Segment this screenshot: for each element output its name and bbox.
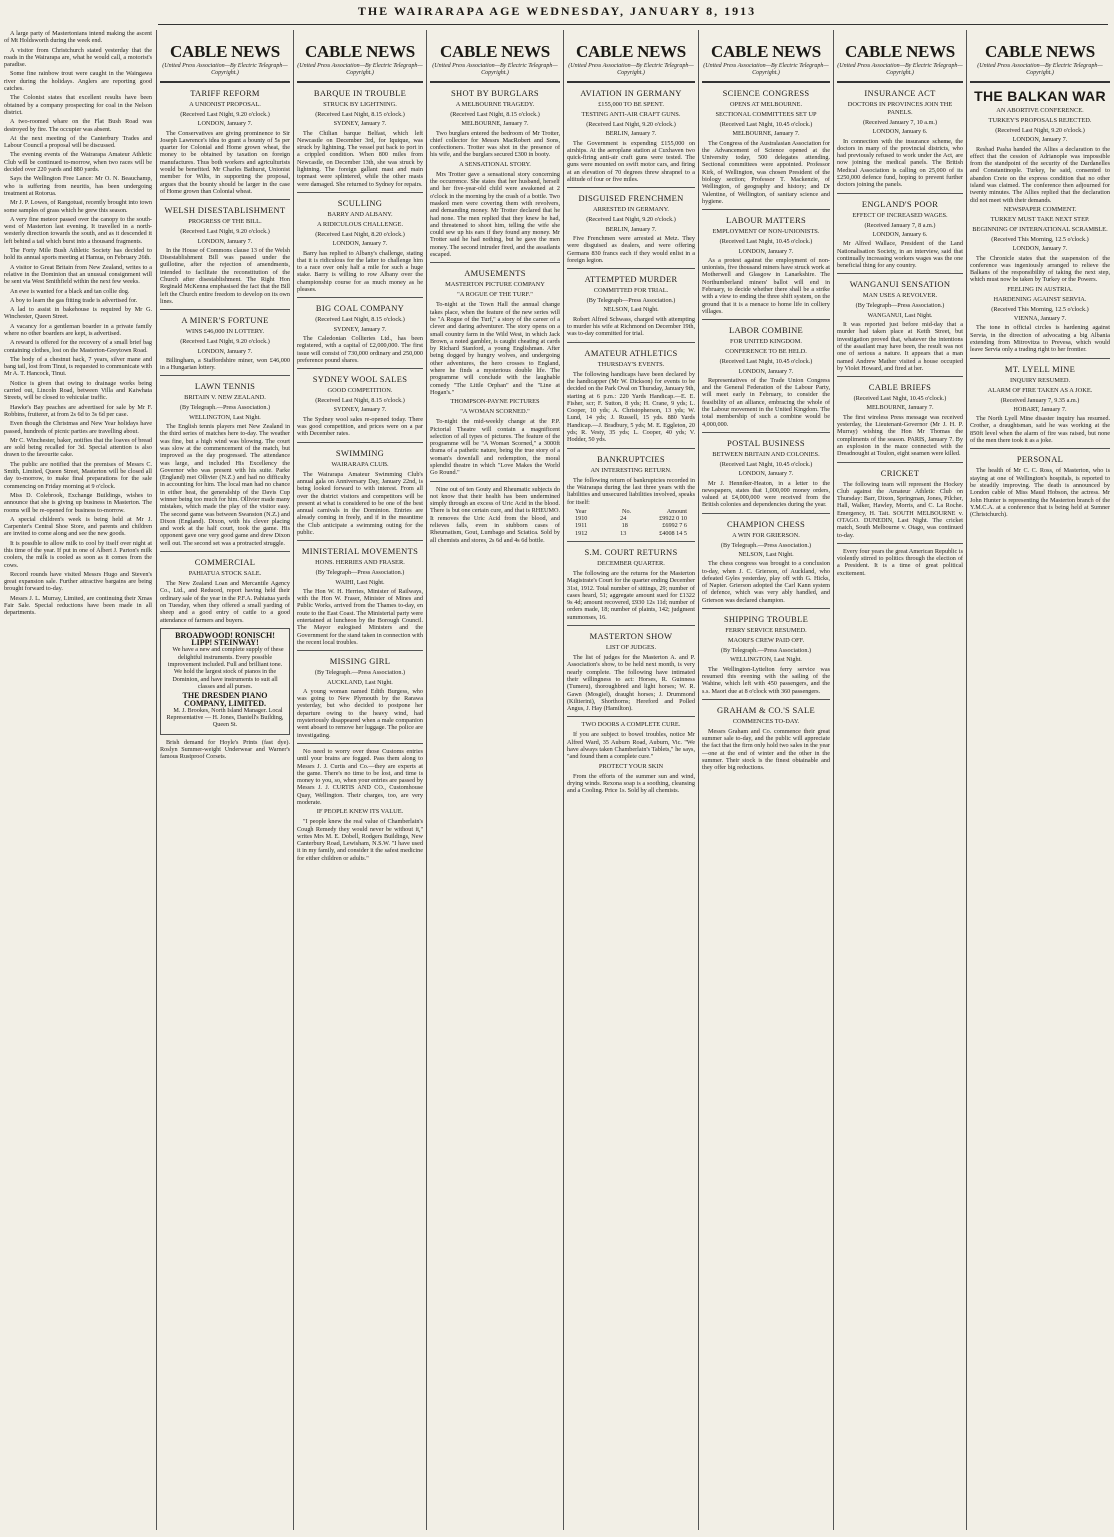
- headline-frenchmen: DISGUISED FRENCHMEN: [578, 193, 684, 204]
- subhead: EFFECT OF INCREASED WAGES.: [852, 211, 948, 219]
- local-paragraph: A vacancy for a gentleman boarder in a private family where no other boarders are kept, is advertised.: [4, 322, 152, 337]
- cable-news-banner: CABLE NEWS: [576, 42, 686, 61]
- received-line: (Received Last Night, 9.20 o'clock.): [586, 216, 676, 224]
- local-paragraph: It is possible to allow milk to cool by itself over night at this time of the year. If put in one of Albert J. Parton's milk coolers, the milk is cooled as soon as it comes from the cows.: [4, 539, 152, 569]
- subhead: MAN USES A REVOLVER.: [862, 292, 938, 300]
- ad-place: M. J. Brookes, North Island Manager. Local Representative — H. Jones, Daniell's Building, Queen St.: [166, 706, 284, 729]
- credit-line: (United Press Association—By Electric Telegraph—Copyright.): [162, 63, 288, 76]
- headline-chess: CHAMPION CHESS: [726, 518, 806, 529]
- column-2: [297, 30, 423, 1530]
- subhead: HONS. HERRIES AND FRASER.: [315, 559, 405, 567]
- headline-show: MASTERTON SHOW: [589, 631, 673, 642]
- received-line: (By Telegraph.—Press Association.): [179, 404, 271, 412]
- subhead: OPENS AT MELBOURNE.: [729, 101, 803, 108]
- table-cell: 18: [621, 522, 628, 530]
- local-paragraph: Some fine rainbow trout were caught in the Waingawa river during the holidays. Anglers are reporting good catches.: [4, 70, 152, 93]
- received-line: (Received Last Night, 9.20 o'clock.): [180, 228, 270, 236]
- subhead: WINS £46,000 IN LOTTERY.: [185, 328, 265, 336]
- subhead: MASTERTON PICTURE COMPANY: [445, 281, 545, 289]
- dateline: LONDON, January 7.: [1012, 136, 1068, 144]
- cable-news-banner: CABLE NEWS: [845, 42, 955, 61]
- credit-line: (United Press Association—By Electric Telegraph—Copyright.): [977, 63, 1103, 76]
- cable-news-banner: CABLE NEWS: [170, 42, 280, 61]
- table-row: [575, 508, 687, 515]
- dateline: LONDON, January 7.: [197, 347, 253, 355]
- headline-science: SCIENCE CONGRESS: [722, 88, 810, 98]
- column-rule: [698, 30, 699, 1530]
- subhead: EMPLOYMENT OF NON-UNIONISTS.: [712, 228, 820, 236]
- table-cell: 1911: [575, 522, 588, 530]
- table-cell: £9922 0 10: [659, 515, 687, 523]
- subhead: MAORI'S CREW PAID OFF.: [727, 637, 805, 645]
- article-text: It was reported just before mid-day that a murder had taken place at Keith Street, but investigation proved that, whatever the intentions of the assailant may have been, the result was not one of serious a nature. It appears that a man named Andrew Mather visited a house occupied by Violet Howard, and fired at her.: [837, 321, 963, 372]
- article-text: Five Frenchmen were arrested at Metz. They were disguised as dealers, and were offering Germans 830 francs each if they would enlist in a foreign legion.: [567, 234, 695, 264]
- subhead: DOCTORS IN PROVINCES JOIN THE PANELS.: [847, 101, 953, 116]
- article-text: In connection with the insurance scheme, the doctors in many of the provincial districts, who had previously refused to work under the Act, are now joining the medical panels. The British Medical Association is calling on 25,000 of its £250,000 defence fund, hoping to prevent further doctors joining the panels.: [837, 137, 963, 189]
- headline-murder: ATTEMPTED MURDER: [584, 274, 678, 285]
- dateline: LONDON, January 7.: [1012, 245, 1068, 253]
- headline-personal: PERSONAL: [1016, 454, 1064, 465]
- local-paragraph: Mr J. P. Lowes, of Rangotuai, recently brought into town some samples of grass which he grew this season.: [4, 199, 152, 214]
- column-rule: [563, 30, 564, 1530]
- ad-text: We have a new and complete supply of these delightful instruments. Every possible improvement included. Full and brilliant tone. We hold the largest stock of pianos in the Dominion, and have instruments to suit all classes and all purses.: [167, 646, 284, 690]
- received-line: (Received January 7, 8 a.m.): [864, 221, 936, 229]
- dateline: WELLINGTON, Last Night.: [730, 656, 802, 664]
- headline-tennis: LAWN TENNIS: [194, 381, 256, 392]
- subhead: NEWSPAPER COMMENT.: [1003, 205, 1077, 213]
- dateline: LONDON, January 7.: [738, 367, 794, 375]
- headline-labor-combine: LABOR COMBINE: [728, 325, 804, 336]
- article-text: The following return of bankruptcies recorded in the Wairarapa during the last three years with the liabilities and unsecured liabilities involved, speaks for itself:: [567, 476, 695, 506]
- dateline: NELSON, Last Night.: [603, 306, 659, 314]
- headline-burglars: SHOT BY BURGLARS: [451, 88, 539, 98]
- dateline: LONDON, January 7.: [197, 120, 253, 128]
- article-text: To-night at the Town Hall the annual change takes place, when the feature of the new series will be "A Rogue of the Turf," a story of the career of a clever and daring adventurer. The story opens on a small country farm in the Wild West, in which Jack Brown, a noted gambler, is caught cheating at cards by Richard Stanford, a young Englishman. After being dogged by hungry wolves, and undergoing other adventures, the hero crosses to England, where he finds a mysterious double life. The programme will conclude with the laughable comedy "The Little Orphan" and the "Line at Hogan's.": [430, 301, 560, 396]
- headline-sculling: SCULLING: [337, 197, 383, 208]
- local-paragraph: A large party of Mastertonians intend making the ascent of Mt Holdsworth during the week end.: [4, 30, 152, 45]
- headline-coal: BIG COAL COMPANY: [315, 303, 405, 314]
- article-text: Mr Alfred Wallace, President of the Land Nationalisation Society, in an interview, said that continually increasing workers wages was the one beneficial thing for any country.: [837, 240, 963, 270]
- article-text: Mr J. Henniker-Heaton, in a letter to the newspapers, states that 1,000,000 money orders, valued at £4,000,000 were received from the British colonies and dependencies during the year.: [702, 479, 830, 509]
- dateline: AUCKLAND, Last Night.: [327, 678, 393, 686]
- article-text: In the House of Commons clause 13 of the Welsh Disestablishment Bill was passed under the guillotine, after the rejection of amendments, intended to facilitate the reconstitution of the Church after disestablishment. The Right Hon Reginald McKenna emphasised the fact that the Bill left the Church entire freedom to develop on its own lines.: [160, 246, 290, 305]
- article-text: The New Zealand Loan and Mercantile Agency Co., Ltd., and Reduced, report having held their ordinary sale of the year in the P.F.A. Pahiatua yards on Tuesday, when they offered a small yarding of sheep and a good entry of cattle to a good attendance of farmers and buyers.: [160, 580, 290, 624]
- table-cell: Year: [575, 507, 587, 515]
- headline-swimming: SWIMMING: [335, 447, 385, 458]
- credit-line: (United Press Association—By Electric Telegraph—Copyright.): [703, 63, 829, 76]
- dateline: LONDON, January 6.: [872, 230, 928, 238]
- article-text: The Wellington-Lyttelton ferry service was resumed this evening with the sailing of the Wahine, which left with 450 passengers, and the s.s. Maori due at 8 o'clock with 360 passengers.: [702, 665, 830, 695]
- local-paragraph: A visitor from Christchurch stated yesterday that the roads in the Wairarapa are, what he would call, a motorist's paradise.: [4, 46, 152, 69]
- ad-title: IF PEOPLE KNEW ITS VALUE.: [316, 808, 404, 816]
- headline-tariff: TARIFF REFORM: [190, 88, 260, 98]
- subhead: AN ABORTIVE CONFERENCE.: [996, 107, 1084, 114]
- article-text: The Government is expending £155,000 on airships. At the aeroplane station at Cuxhaven two quick-firing anti-air craft guns were tested. The guns were mounted on swift motor cars, and firing at an elevation of 70 degrees threw shrapnel to a altitude of four or five miles.: [567, 139, 695, 184]
- customs-ad: No need to worry over those Customs entries until your brains are fogged. Pass them along to Messrs J. J. Curtis and Co.—they are experts at the game. There's no time to be lost, and time is money to you, so, when your entries are passed by Messrs J. J. CURTIS AND CO., Customhouse Quay, Wellington. Their charges, too, are very moderate.: [297, 747, 423, 806]
- article-text: The following are the returns for the Masterton Magistrate's Court for the quarter ending December 31st, 1912. Total number of sittings, 29; number of cases heard, 51; aggregate amount sued for £1322 9s 4d; amount recovered, £930 12s 11d; number of orders made, 18; number of plaints, 142; judgment summonses, 16.: [567, 569, 695, 621]
- subhead: INQUIRY RESUMED.: [1009, 376, 1071, 384]
- subhead: A MELBOURNE TRAGEDY.: [455, 101, 535, 108]
- dateline: LONDON, January 7.: [738, 247, 794, 255]
- received-line: (Received Last Night, 10.45 o'clock.): [719, 121, 813, 128]
- local-paragraph: A two-roomed whare on the Flat Bush Road was destroyed by fire. The occupier was absent.: [4, 118, 152, 133]
- received-line: (By Telegraph—Press Association.): [855, 302, 945, 310]
- column-rule: [156, 30, 157, 1530]
- credit-line: (United Press Association—By Electric Telegraph—Copyright.): [568, 63, 694, 76]
- local-paragraph: The public are notified that the premises of Messrs C. Smith, Limited, Queen Street, Masterton will be closed all day to-morrow, to make final preparations for the sale commencing on Friday morning at 9 o'clock.: [4, 460, 152, 490]
- local-paragraph: At the next meeting of the Canterbury Trades and Labour Council a proposal will be discussed.: [4, 134, 152, 150]
- headline-englands-poor: ENGLAND'S POOR: [861, 198, 939, 209]
- subhead: BARRY AND ALBANY.: [327, 210, 393, 218]
- subhead: ALARM OF FIRE TAKEN AS A JOKE.: [987, 386, 1093, 394]
- column-7: [970, 30, 1110, 1530]
- table-cell: No.: [622, 507, 632, 515]
- local-paragraph: The body of a chestnut hack, 7 years, silver mane and bang tail, lost from Tinui, is requested to communicate with Mr A. T. Hancock, Tinui.: [4, 355, 152, 378]
- article-text: The Chronicle states that the suspension of the conference was ingeniously arranged to relieve the Balkans of the responsibility of taking the next step, which must now be taken by Turkey or the Powers.: [970, 254, 1110, 284]
- cable-news-banner: CABLE NEWS: [985, 42, 1095, 61]
- article-text: Messrs Graham and Co. commence their great summer sale to-day, and the public will appreciate the fact that the firm only hold two sales in the year—one at the end of winter and the other in the summer. Their stock is the finest obtainable and they offer big reductions.: [702, 727, 830, 772]
- subhead: COMMITTED FOR TRIAL.: [593, 287, 669, 295]
- credit-line: (United Press Association—By Electric Telegraph—Copyright.): [297, 63, 423, 76]
- rheumo-ad: Nine out of ten Gouty and Rheumatic subjects do not know that their health has been undermined simply through an excess of Uric Acid in the blood. There is but one certain cure, and that is RHEUMO. It removes the Uric Acid from the blood, and relieves falls, even in stubborn cases of Rheumatism, Gout, Lumbago and Sciatica. Sold by all chemists and stores, 2s 6d and 4s 6d bottle.: [430, 485, 560, 544]
- bankruptcy-table: [575, 508, 687, 537]
- headline-barque: BARQUE IN TROUBLE: [313, 88, 407, 98]
- local-paragraphs: [4, 30, 152, 617]
- local-paragraph: The evening events of the Wairarapa Amateur Athletic Club will be continued to-morrow, when two races will be decided over 220 yards and 880 yards.: [4, 151, 152, 174]
- subhead: A SENSATIONAL STORY.: [459, 160, 531, 168]
- ad-text: If you are subject to bowel troubles, notice Mr Alfred Ward, 35 Auburn Road, Auburn, Vic. "We have always taken Chamberlain's Tablets," he says, "and found them a complete cure.": [567, 731, 695, 761]
- received-line: (By Telegraph.—Press Association.): [314, 669, 406, 677]
- headline-athletics: AMATEUR ATHLETICS: [584, 347, 678, 358]
- headline-mt-lyell: MT. LYELL MINE: [1004, 363, 1076, 374]
- cable-news-banner: CABLE NEWS: [711, 42, 821, 61]
- subhead: COMMENCES TO-DAY.: [732, 717, 800, 725]
- dateline: MELBOURNE, January 7.: [866, 404, 934, 412]
- article-text: To-night the mid-weekly change at the P.P. Pictorial Theatre will contain a magnificent selection of all types of pictures. The feature of the programme will be "A Woman Scorned," a 3000ft drama of a pathetic nature, being the true story of a woman's downfall and redemption, the moral splendid theatre in which "Love Makes the World Go Round.": [430, 418, 560, 477]
- masthead-rule: [158, 24, 1108, 25]
- article-text: The list of judges for the Masterton A. and P. Association's show, to be held next month, is very nearly complete. The following have intimated their willingness to act: Horses, R. Guinness (Tumeru), thoroughbred and light horses; W. R. Gawn (Mosgiel), draught horses; J. Drummond (Kiltierini), Shorthorns; Hereford and Polled Angus, J. Hay (Hamilton).: [567, 654, 695, 713]
- dateline: BERLIN, January 7.: [605, 225, 657, 233]
- received-line: (By Telegraph.—Press Association.): [720, 647, 812, 655]
- received-line: (By Telegraph—Press Association.): [586, 297, 676, 305]
- headline-court: S.M. COURT RETURNS: [584, 546, 678, 557]
- headline-balkan-war: THE BALKAN WAR: [974, 88, 1106, 104]
- subhead: FOR UNITED KINGDOM.: [730, 338, 802, 346]
- dateline: SYDNEY, January 7.: [333, 120, 387, 128]
- received-line: (Received Last Night, 10.45 o'clock.): [719, 238, 813, 246]
- subhead: HARDENING AGAINST SERVIA.: [993, 295, 1087, 303]
- article-text: The following team will represent the Hockey Club against the Amateur Athletic Club on Thursday: Barr, Dixon, Springman, Jones, Pilcher, Hall, Walker, Hawley, Morris, and C. La Roche. Emergency, H. Tait. SOUTH MELBOURNE v. OTAGO. DUNEDIN, Last Night. The cricket match, South Melbourne v. Otago, was continued to-day.: [837, 480, 963, 539]
- headline-postal: POSTAL BUSINESS: [727, 437, 805, 448]
- column-rule: [426, 30, 427, 1530]
- subhead: BEGINNING OF INTERNATIONAL SCRAMBLE.: [972, 225, 1108, 233]
- table-cell: 13: [620, 529, 627, 537]
- headline-shipping: SHIPPING TROUBLE: [723, 614, 809, 625]
- subhead: TURKEY MUST TAKE NEXT STEP.: [990, 215, 1090, 223]
- subhead: THOMPSON-PAYNE PICTURES: [450, 398, 540, 406]
- headline-wool: SYDNEY WOOL SALES: [312, 374, 408, 385]
- dateline: LONDON, January 7.: [738, 470, 794, 478]
- table-cell: 1910: [575, 515, 588, 523]
- masthead: THE WAIRARAPA AGE WEDNESDAY, JANUARY 8, 1913: [357, 4, 757, 18]
- headline-bankruptcies: BANKRUPTCIES: [597, 453, 665, 464]
- subhead: A WIN FOR GRIERSON.: [732, 531, 800, 539]
- subhead: PAHIATUA STOCK SALE.: [188, 570, 262, 578]
- subhead: "A WOMAN SCORNED.": [460, 408, 530, 416]
- article-text: Reshad Pasha handed the Allies a declaration to the effect that the cession of Adrianople was impossible from the standpoint of the security of the Dardanelles and Constantinople. Turkey, he said, consented to abandon Crete on the express condition that no other island was claimed. The conference then adjourned for twenty minutes. The Allies replied that the declaration did not meet with their demands.: [970, 145, 1110, 204]
- article-text: Barry has replied to Albany's challenge, stating that it is ridiculous for the latter to challenge him to a race over only half a mile for such a huge stake. Barry is willing to row Albany over the championship course for as much money as he pleases.: [297, 249, 423, 294]
- ad-firm: THE DRESDEN PIANO COMPANY, LIMITED.: [182, 691, 268, 708]
- article-text: Two burglars entered the bedroom of Mr Trotter, chief collector for Messrs MacRobert and Sons, confectioners. Trotter was shot in the presence of his wife, and the burglars secured £300 in booty.: [430, 129, 560, 159]
- subhead: AN INTERESTING RETURN.: [590, 466, 672, 474]
- subhead: TESTING ANTI-AIR CRAFT GUNS.: [581, 111, 681, 118]
- subhead: £155,000 TO BE SPENT.: [598, 101, 664, 108]
- dateline: HOBART, January 7.: [1013, 405, 1067, 413]
- article-text: The Congress of the Australasian Association for the Advancement of Science opened at the University today, 500 delegates attending. Sectional committees were appointed. Professor Kirk, of Wellington, was chosen President of the biology section; Professor T. Mackenzie, of Wellington, of geography and history; and Dr Valentine, of Wellington, of sanitary science and hygiene.: [702, 139, 830, 205]
- credit-line: (United Press Association—By Electric Telegraph—Copyright.): [837, 63, 963, 76]
- table-row: [575, 515, 687, 522]
- subhead: PROGRESS OF THE BILL.: [188, 218, 262, 226]
- column-local-notes: [4, 30, 152, 1530]
- subhead: CONFERENCE TO BE HELD.: [725, 348, 807, 356]
- table-cell: Amount: [666, 507, 687, 515]
- column-6: [837, 30, 963, 1530]
- headline-missing-girl: MISSING GIRL: [329, 656, 391, 667]
- headline-miner: A MINER'S FORTUNE: [181, 315, 269, 326]
- column-3: [430, 30, 560, 1530]
- article-text: Every four years the great American Republic is violently stirred to politics through the election of a President. It is a time of great political excitement.: [837, 547, 963, 577]
- dateline: LONDON, January 6.: [872, 128, 928, 136]
- headline-graham-sale: GRAHAM & CO.'S SALE: [717, 704, 815, 715]
- article-text: As a protest against the employment of non-unionists, five thousand miners have struck work at Motherwell and Glasgow in Lanarkshire. The Northumberland miners' ballot will end in February, to decide whether there shall be a strike with a view to ending the three shift system, on the ground that it is a menace to home life in colliery villages.: [702, 256, 830, 315]
- received-line: (Received Last Night, 8.15 o'clock.): [450, 111, 540, 118]
- headline-welsh: WELSH DISESTABLISHMENT: [164, 205, 286, 216]
- column-rule: [833, 30, 834, 1530]
- received-line: (Received Last Night, 8.20 o'clock.): [315, 230, 405, 238]
- local-paragraph: A reward is offered for the recovery of a small brief bag containing clothes, lost on the Masterton-Greytown Road.: [4, 339, 152, 354]
- article-text: The health of Mr C. C. Ross, of Masterton, who is staying at one of Wellington's hospitals, is reported to be steadily improving. The death is announced by London cable of Miss Maud Hobson, the actress. Mr John Hunter is representing the Masterton branch of the Y.M.C.A. at a conference that is being held at Sumner (Christchurch).: [970, 467, 1110, 519]
- subhead: A RIDICULOUS CHALLENGE.: [316, 220, 404, 228]
- received-line: (Received Last Night, 10.45 o'clock.): [853, 395, 947, 403]
- dateline: VIENNA, January 7.: [1013, 315, 1067, 323]
- ad-title: BROADWOOD! RONISCH! LIPP! STEINWAY!: [175, 630, 275, 648]
- received-line: (Received This Morning, 12.5 o'clock.): [991, 235, 1089, 243]
- received-line: (Received January 7, 10 a.m.): [862, 119, 938, 126]
- dateline: NELSON, Last Night.: [738, 550, 794, 558]
- headline-ministerial: MINISTERIAL MOVEMENTS: [301, 546, 419, 557]
- piano-advertisement: [160, 628, 290, 735]
- local-paragraph: Miss D. Colebrook, Exchange Buildings, wishes to announce that she is giving up business in Masterton. The rooms will be re-opened for business to-morrow.: [4, 491, 152, 514]
- table-row: [575, 530, 687, 537]
- cable-news-banner: CABLE NEWS: [305, 42, 415, 61]
- article-text: The first wireless Press message was received yesterday, the Lieutenant-Governor (Mr J. H. P. Murray) wishing the Hon Mr Thomas the compliments of the season. PARIS, January 7. By an explosion in the maze connected with the Dreadnought at Toulon, eight seamen were killed.: [837, 413, 963, 458]
- headline-cricket: CRICKET: [880, 467, 920, 478]
- article-text: The English tennis players met New Zealand in the third series of matches here to-day. The weather was fine, but a high wind was blowing. The court was slow at the commencement of the match, but improved as the day progressed. The attendance was large, and included His Excellency the Governor who was present with his suite. Parke (England) met Ollivier (N.Z.) and had no difficulty in accounting for him. The local man had no chance in either heat, the generalship of the Davis Cup winner being too much for him. Ollivier made many mistakes, which made the play of the visitor easy. The second game was between Swanston (N.Z.) and Dixon (England). Dixon, with his clever placing and work at the half court, took the game. His opponent gave one very good game and drew Dixon well out. The second set was a protracted struggle.: [160, 423, 290, 547]
- headline-wanganui: WANGANUI SENSATION: [849, 279, 951, 290]
- dateline: WAIHI, Last Night.: [335, 578, 385, 586]
- column-4: [567, 30, 695, 1530]
- ad-title: TWO DOORS A COMPLETE CURE.: [581, 721, 681, 729]
- received-line: (Received Last Night, 9.20 o'clock.): [180, 338, 270, 346]
- subhead: TURKEY'S PROPOSALS REJECTED.: [988, 117, 1092, 124]
- local-paragraph: Messrs J. L. Murray, Limited, are continuing their Xmas Fair Sale. Special reductions have been made in all departments.: [4, 594, 152, 617]
- received-line: (Received January 7, 9.35 a.m.): [1000, 396, 1080, 404]
- article-text: The Wairarapa Amateur Swimming Club's annual gala on Anniversary Day, January 22nd, is being looked forward to with interest. From all over the district visitors and competitors will be present at what is considered to be one of the best annual carnivals in the Dominion. Entries are already coming in freely, and if in the meantime the Club anticipate a swimming outing for the public.: [297, 470, 423, 536]
- subhead: LIST OF JUDGES.: [605, 644, 657, 652]
- local-paragraph: The Colonist states that excellent results have been obtained by a company prospecting for coal in the Nelson district.: [4, 94, 152, 116]
- article-text: The following handicaps have been declared by the handicapper (Mr W. Dickson) for events to be decided on the Park Oval on Thursday, January 9th, starting at 6 p.m.: 220 Yards Handicap.—E. E. Fisher, scr; F. Sutton, 8 yds; H. Crane, 9 yds; L. Cooper, 10 yds; A. Christopherson, 13 yds; W. Lund, 14 yds; J. Russell, 15 yds. 880 Yards Handicap.—J. Bradbury, 5 yds; M. E. Eggleton, 20 yds; R. Vesty, 35 yds; L. Cooper, 40 yds; V. Hodder, 50 yds.: [567, 370, 695, 444]
- table-cell: 1912: [575, 529, 588, 537]
- article-text: The Hon W. H. Herries, Minister of Railways, with the Hon W. Fraser, Minister of Mines and Public Works, arrived from the Thames to-day, en route to the East Coast. The Ministerial party were entertained at luncheon by the Borough Council. The Mayor eulogised Ministers and the Government for the stand taken in connection with the recent local troubles.: [297, 587, 423, 646]
- dateline: WELLINGTON, Last Night.: [189, 413, 261, 421]
- article-text: The tone in official circles is hardening against Servia, in the direction of advocating a big Albania extending from Mitrovitza to Prevesa, which would leave Servia only a trading right to her frontier.: [970, 324, 1110, 354]
- local-paragraph: A special children's week is being held at Mr J. Carpenter's Central Shoe Store, and parents and children are invited to come along and see the new goods.: [4, 515, 152, 538]
- received-line: (By Telegraph—Press Association.): [315, 569, 405, 577]
- table-cell: £6992 7 6: [662, 522, 687, 530]
- column-rule: [293, 30, 294, 1530]
- subhead: SECTIONAL COMMITTEES SET UP: [715, 111, 817, 118]
- local-paragraph: A lad to assist in bakehouse is required by Mr G. Winchester, Queen Street.: [4, 306, 152, 321]
- cable-news-banner: CABLE NEWS: [440, 42, 550, 61]
- received-line: (By Telegraph.—Press Association.): [720, 541, 812, 549]
- article-text: The Chilian barque Belfast, which left Newcastle on December 3rd, for Iquique, was struck by lightning. The vessel put back to port in a crippled condition. When 800 miles from Newcastle, on December 13th, she was struck by lightning. The foreign gallant mast and main topmast were splintered, while the other masts were damaged. She returned to Sydney for repairs.: [297, 129, 423, 188]
- received-line: (Received This Morning, 12.5 o'clock.): [991, 305, 1089, 313]
- article-text: The North Lyell Mine disaster inquiry has resumed. Crother, a draughtsman, said he was working at the 850ft level when the alarm of fire was raised, but none of the men there took it as a joke.: [970, 415, 1110, 445]
- received-line: (Received Last Night, 9.20 o'clock.): [995, 127, 1085, 134]
- subhead: STRUCK BY LIGHTNING.: [323, 101, 397, 108]
- column-1: [160, 30, 290, 1530]
- column-5: [702, 30, 830, 1530]
- credit-line: (United Press Association—By Electric Telegraph—Copyright.): [432, 63, 558, 76]
- local-paragraph: Even though the Christmas and New Year holidays have passed, hundreds of picnic parties are travelling about.: [4, 420, 152, 435]
- subhead: BETWEEN BRITAIN AND COLONIES.: [712, 450, 820, 458]
- article-text: Robert Alfred Schwass, charged with attempting to murder his wife at Richmond on December 19th, was to-day committed for trial.: [567, 315, 695, 338]
- ad-foot: Brish demand for Hoyle's Prints (fast dye). Roslyn Summer-weight Underwear and Warner's famous Rustproof Corsets.: [160, 738, 290, 761]
- ad-title: PROTECT YOUR SKIN: [598, 762, 664, 770]
- article-text: The Caledonian Collieries Ltd., has been registered, with a capital of £2,000,000. The first issue will consist of 730,000 ordinary and 250,000 preference pound shares.: [297, 334, 423, 364]
- table-cell: £4008 14 5: [659, 529, 687, 537]
- ad-text: From the efforts of the summer sun and wind, drying winds. Rexona soap is a soothing, cleansing and a Cooling. Price 1s. Sold by all chemists.: [567, 772, 695, 795]
- dateline: MELBOURNE, January 7.: [732, 130, 800, 138]
- headline-labour: LABOUR MATTERS: [726, 215, 806, 226]
- subhead: DECEMBER QUARTER.: [597, 559, 665, 567]
- dateline: MELBOURNE, January 7.: [461, 120, 529, 128]
- headline-amusements: AMUSEMENTS: [464, 268, 526, 279]
- headline-cable-briefs: CABLE BRIEFS: [868, 382, 932, 393]
- received-line: (Received Last Night, 8.15 o'clock.): [315, 397, 405, 405]
- subhead: FEELING IN AUSTRIA.: [1007, 285, 1073, 293]
- headline-insurance: INSURANCE ACT: [864, 88, 936, 98]
- subhead: GOOD COMPETITION.: [327, 387, 393, 395]
- article-text: A young woman named Edith Burgess, who was going to New Plymouth by the Rarawa yesterday, but who decided to postpone her departure owing to the heavy wind, had mysteriously disappeared when a male companion went aboard to remove her luggage. The police are investigating.: [297, 687, 423, 739]
- dateline: LONDON, January 7.: [332, 240, 388, 248]
- received-line: (Received Last Night, 9.20 o'clock.): [180, 111, 270, 118]
- local-paragraph: Hawke's Bay peaches are advertised for sale by Mr F. Robbins, fruiterer, at from 2s 6d to 3s 6d per case.: [4, 403, 152, 418]
- local-paragraph: A boy to learn the gas fitting trade is advertised for.: [10, 296, 138, 304]
- article-text: The chess congress was brought to a conclusion to-day, when J. C. Grierson, of Auckland, who defeated Gyles yesterday, play off with G. Hicks, of Napier. Grierson adopted the Carl Kann system of defence, which was very ably handled, and Grierson was declared champion.: [702, 560, 830, 604]
- subhead: "A ROGUE OF THE TURF.": [457, 291, 533, 299]
- article-text: Mrs Trotter gave a sensational story concerning the occurrence. She states that her husband, herself and her five-year-old child were awakened at 2 o'clock in the morning by the crash of a bottle. Two masked men were covering them with revolvers, and demanding money. Mr Trotter declared that he had none. The men replied that they knew he had, and threatened to shoot him, telling the wife she could sew up his ears if they found any money. Mr Trotter said he had nothing, but he gave the men money. The second intruder fired, and the assailants escaped.: [430, 170, 560, 259]
- ad-text: "I people knew the real value of Chamberlain's Cough Remedy they would never be without it," writes Mrs M. E. Dobell, Rodgers Buildings, New Canterbury Road, Lewisham, N.S.W. "I have used it in my family, and consider it the safest medicine for either children or adults.": [297, 818, 423, 862]
- dateline: LONDON, January 7.: [197, 237, 253, 245]
- subhead: THURSDAY'S EVENTS.: [597, 360, 665, 368]
- subhead: WAIRARAPA CLUB.: [331, 460, 389, 468]
- received-line: (Received Last Night, 9.20 o'clock.): [586, 121, 676, 128]
- received-line: (Received Last Night, 10.45 o'clock.): [719, 358, 813, 366]
- local-paragraph: Record rounds have visited Messrs Hugo and Steven's great expansion sale. Further attractive bargains are being brought forward to-day.: [4, 570, 152, 593]
- received-line: (Received Last Night, 10.45 o'clock.): [719, 460, 813, 468]
- dateline: SYDNEY, January 7.: [333, 406, 387, 414]
- received-line: (Received Last Night, 8.15 o'clock.): [315, 316, 405, 324]
- local-paragraph: Mr C. Winchester, baker, notifies that the loaves of bread are sold being recalled for 3d. Special attention is also drawn to the favourite cake.: [4, 436, 152, 459]
- table-cell: 24: [620, 515, 627, 523]
- article-text: Billingham, a Staffordshire miner, won £46,000 in a Hungarian lottery.: [160, 356, 290, 372]
- local-paragraph: An ewe is wanted for a black and tan collie dog.: [10, 287, 130, 295]
- subhead: ARRESTED IN GERMANY.: [592, 206, 670, 214]
- article-text: Representatives of the Trade Union Congress and the General Federation of the Labour Party, will meet early in February, to consider the feasibility of an alliance, embracing the whole of the Labour movement in the United Kingdom. The total membership of such a combine would be 4,000,000.: [702, 376, 830, 428]
- dateline: WANGANUI, Last Night.: [867, 311, 933, 319]
- headline-commercial: COMMERCIAL: [194, 557, 256, 568]
- article-text: The Conservatives are giving prominence to Sir Joseph Lawrence's idea to grant a bounty of 5s per quarter for Colonial and Home grown wheat, the money to be obtained by taxation on foreign manufactures. Thus both workers and agriculturists would be benefited. Mr Charles Bathurst, Unionist member for Wilts, in supporting the proposal, argues that the bounty should be larger in the case of Home grown than Colonial wheat.: [160, 129, 290, 195]
- subhead: A UNIONIST PROPOSAL.: [189, 101, 261, 108]
- local-paragraph: A visitor to Great Britain from New Zealand, writes to a relative in the Dominion that an unusual consignment will be sent via West Smithfield within the next few weeks.: [4, 263, 152, 286]
- received-line: (Received Last Night, 8.15 o'clock.): [315, 111, 405, 118]
- local-paragraph: A very fine meteor passed over the canopy to the south-west of Masterton last evening. It travelled in a north-westerly direction towards the south, and as it descended it left behind a tail which burst into a thousand fragments.: [4, 215, 152, 245]
- local-paragraph: The Forty Mile Bush Athletic Society has decided to hold its annual sports meeting at Hamua, on February 26th.: [4, 247, 152, 262]
- local-paragraph: Says the Wellington Free Lance: Mr O. N. Beauchamp, who is suffering from neuritis, has been undergoing treatment at Rotorua.: [4, 175, 152, 197]
- column-rule: [966, 30, 967, 1530]
- dateline: SYDNEY, January 7.: [333, 325, 387, 333]
- article-text: The Sydney wool sales re-opened today. There was good competition, and prices were on a par with December rates.: [297, 415, 423, 438]
- table-row: [575, 522, 687, 529]
- subhead: BRITAIN V. NEW ZEALAND.: [184, 394, 266, 402]
- local-paragraph: Notice is given that owing to drainage works being carried out, Lincoln Road, between Villa and Kaiwhata Streets, will be closed to vehicular traffic.: [4, 379, 152, 402]
- dateline: BERLIN, January 7.: [605, 130, 657, 138]
- subhead: FERRY SERVICE RESUMED.: [725, 627, 807, 635]
- headline-aviation: AVIATION IN GERMANY: [580, 88, 682, 98]
